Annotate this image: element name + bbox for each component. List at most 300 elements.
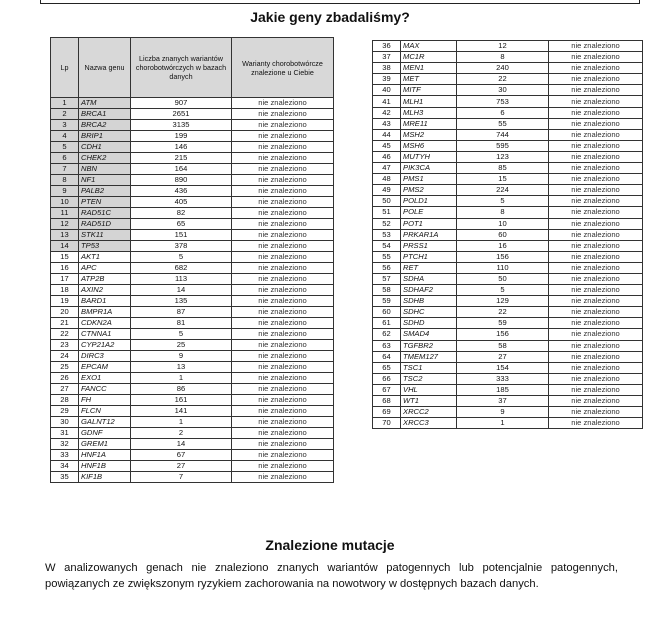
table-row (51, 153, 334, 164)
variant-count: 37 (457, 396, 549, 407)
row-lp: 41 (373, 96, 401, 107)
variant-count: 65 (131, 219, 232, 230)
table-row (373, 151, 643, 162)
gene-name: FLCN (79, 406, 131, 417)
variant-count: 129 (457, 296, 549, 307)
table-row (373, 63, 643, 74)
table-row (373, 318, 643, 329)
row-lp: 50 (373, 196, 401, 207)
variant-status: nie znaleziono (549, 418, 643, 429)
variant-count: 6 (457, 107, 549, 118)
row-lp: 14 (51, 241, 79, 252)
gene-name: CTNNA1 (79, 329, 131, 340)
variant-count: 156 (457, 251, 549, 262)
gene-name: CHEK2 (79, 153, 131, 164)
table-row (373, 52, 643, 63)
variant-count: 8 (457, 52, 549, 63)
header-gene: Nazwa genu (79, 38, 131, 98)
table-row (51, 450, 334, 461)
gene-name: VHL (401, 384, 457, 395)
row-lp: 9 (51, 186, 79, 197)
table-row (373, 196, 643, 207)
variant-count: 2651 (131, 109, 232, 120)
variant-count: 154 (457, 362, 549, 373)
row-lp: 69 (373, 407, 401, 418)
row-lp: 22 (51, 329, 79, 340)
row-lp: 47 (373, 163, 401, 174)
table-row (51, 164, 334, 175)
row-lp: 5 (51, 142, 79, 153)
table-row (51, 98, 334, 109)
variant-status: nie znaleziono (232, 98, 334, 109)
gene-name: EXO1 (79, 373, 131, 384)
variant-status: nie znaleziono (549, 384, 643, 395)
variant-count: 81 (131, 318, 232, 329)
variant-status: nie znaleziono (232, 395, 334, 406)
variant-count: 890 (131, 175, 232, 186)
variant-status: nie znaleziono (232, 296, 334, 307)
gene-name: BRCA1 (79, 109, 131, 120)
row-lp: 1 (51, 98, 79, 109)
variant-status: nie znaleziono (549, 140, 643, 151)
variant-count: 13 (131, 362, 232, 373)
variant-count: 16 (457, 240, 549, 251)
table-row (51, 439, 334, 450)
table-row (51, 307, 334, 318)
variant-status: nie znaleziono (549, 262, 643, 273)
gene-name: MAX (401, 41, 457, 52)
variant-count: 123 (457, 151, 549, 162)
variant-count: 753 (457, 96, 549, 107)
row-lp: 29 (51, 406, 79, 417)
gene-name: XRCC3 (401, 418, 457, 429)
variant-status: nie znaleziono (232, 472, 334, 483)
variant-status: nie znaleziono (549, 96, 643, 107)
table-row (373, 384, 643, 395)
row-lp: 61 (373, 318, 401, 329)
variant-count: 82 (131, 208, 232, 219)
row-lp: 51 (373, 207, 401, 218)
variant-count: 240 (457, 63, 549, 74)
gene-name: PMS2 (401, 185, 457, 196)
row-lp: 23 (51, 340, 79, 351)
row-lp: 54 (373, 240, 401, 251)
variant-status: nie znaleziono (232, 175, 334, 186)
table-row (51, 384, 334, 395)
gene-name: EPCAM (79, 362, 131, 373)
table-row (51, 219, 334, 230)
variant-count: 113 (131, 274, 232, 285)
variant-status: nie znaleziono (549, 74, 643, 85)
variant-count: 27 (131, 461, 232, 472)
variant-status: nie znaleziono (232, 351, 334, 362)
row-lp: 68 (373, 396, 401, 407)
variant-count: 58 (457, 340, 549, 351)
variant-status: nie znaleziono (549, 251, 643, 262)
table-row (51, 296, 334, 307)
gene-name: SMAD4 (401, 329, 457, 340)
variant-status: nie znaleziono (232, 230, 334, 241)
gene-name: MC1R (401, 52, 457, 63)
row-lp: 18 (51, 285, 79, 296)
variant-status: nie znaleziono (549, 407, 643, 418)
row-lp: 21 (51, 318, 79, 329)
table-row (51, 340, 334, 351)
table-row (51, 395, 334, 406)
variant-count: 135 (131, 296, 232, 307)
variant-count: 27 (457, 351, 549, 362)
gene-name: XRCC2 (401, 407, 457, 418)
row-lp: 39 (373, 74, 401, 85)
variant-status: nie znaleziono (232, 131, 334, 142)
variant-status: nie znaleziono (549, 240, 643, 251)
variant-status: nie znaleziono (549, 52, 643, 63)
gene-name: SDHAF2 (401, 285, 457, 296)
variant-status: nie znaleziono (232, 241, 334, 252)
row-lp: 62 (373, 329, 401, 340)
gene-name: PRSS1 (401, 240, 457, 251)
table-row (51, 208, 334, 219)
gene-name: BRCA2 (79, 120, 131, 131)
variant-count: 185 (457, 384, 549, 395)
variant-count: 55 (457, 118, 549, 129)
variant-count: 5 (131, 252, 232, 263)
variant-count: 2 (131, 428, 232, 439)
table-row (51, 417, 334, 428)
variant-status: nie znaleziono (549, 218, 643, 229)
gene-name: RET (401, 262, 457, 273)
page-title: Jakie geny zbadaliśmy? (250, 9, 410, 25)
variant-status: nie znaleziono (232, 197, 334, 208)
gene-name: MEN1 (401, 63, 457, 74)
row-lp: 42 (373, 107, 401, 118)
gene-name: SDHD (401, 318, 457, 329)
row-lp: 64 (373, 351, 401, 362)
gene-name: PMS1 (401, 174, 457, 185)
row-lp: 24 (51, 351, 79, 362)
gene-name: STK11 (79, 230, 131, 241)
row-lp: 2 (51, 109, 79, 120)
gene-name: MSH6 (401, 140, 457, 151)
gene-name: MUTYH (401, 151, 457, 162)
row-lp: 25 (51, 362, 79, 373)
variant-count: 14 (131, 285, 232, 296)
row-lp: 34 (51, 461, 79, 472)
row-lp: 70 (373, 418, 401, 429)
variant-status: nie znaleziono (549, 85, 643, 96)
variant-status: nie znaleziono (232, 252, 334, 263)
variant-count: 110 (457, 262, 549, 273)
row-lp: 32 (51, 439, 79, 450)
row-lp: 53 (373, 229, 401, 240)
table-row (51, 406, 334, 417)
row-lp: 27 (51, 384, 79, 395)
gene-name: NBN (79, 164, 131, 175)
variant-status: nie znaleziono (549, 273, 643, 284)
variant-status: nie znaleziono (549, 163, 643, 174)
gene-name: MSH2 (401, 129, 457, 140)
row-lp: 38 (373, 63, 401, 74)
gene-name: MLH1 (401, 96, 457, 107)
gene-name: ATM (79, 98, 131, 109)
variant-count: 30 (457, 85, 549, 96)
table-row (373, 273, 643, 284)
table-row (51, 230, 334, 241)
variant-status: nie znaleziono (549, 396, 643, 407)
variant-count: 85 (457, 163, 549, 174)
row-lp: 6 (51, 153, 79, 164)
genes-table-left (50, 37, 334, 483)
variant-status: nie znaleziono (549, 63, 643, 74)
gene-name: BARD1 (79, 296, 131, 307)
variant-status: nie znaleziono (232, 406, 334, 417)
row-lp: 17 (51, 274, 79, 285)
gene-name: RAD51D (79, 219, 131, 230)
variant-status: nie znaleziono (232, 285, 334, 296)
row-lp: 36 (373, 41, 401, 52)
gene-name: RAD51C (79, 208, 131, 219)
variant-status: nie znaleziono (232, 307, 334, 318)
gene-name: CYP21A2 (79, 340, 131, 351)
table-row (373, 373, 643, 384)
gene-name: APC (79, 263, 131, 274)
row-lp: 43 (373, 118, 401, 129)
table-row (51, 351, 334, 362)
gene-name: GALNT12 (79, 417, 131, 428)
variant-status: nie znaleziono (232, 274, 334, 285)
variant-count: 164 (131, 164, 232, 175)
gene-name: PALB2 (79, 186, 131, 197)
table-row (373, 140, 643, 151)
variant-count: 151 (131, 230, 232, 241)
table-row (373, 351, 643, 362)
table-row (51, 362, 334, 373)
header-variants: Warianty chorobotwórcze znalezione u Ciebie (232, 38, 334, 98)
gene-name: CDKN2A (79, 318, 131, 329)
variant-count: 50 (457, 273, 549, 284)
gene-name: FANCC (79, 384, 131, 395)
variant-count: 14 (131, 439, 232, 450)
row-lp: 10 (51, 197, 79, 208)
gene-name: TSC1 (401, 362, 457, 373)
variant-status: nie znaleziono (549, 118, 643, 129)
genes-table-right (372, 40, 643, 429)
table-row (373, 118, 643, 129)
variant-status: nie znaleziono (232, 164, 334, 175)
variant-count: 3135 (131, 120, 232, 131)
variant-status: nie znaleziono (232, 439, 334, 450)
variant-count: 9 (457, 407, 549, 418)
row-lp: 55 (373, 251, 401, 262)
table-row (373, 85, 643, 96)
table-row (51, 120, 334, 131)
table-row (373, 240, 643, 251)
table-row (51, 373, 334, 384)
table-row (373, 207, 643, 218)
row-lp: 52 (373, 218, 401, 229)
variant-count: 224 (457, 185, 549, 196)
variant-status: nie znaleziono (232, 219, 334, 230)
gene-name: SDHA (401, 273, 457, 284)
table-row (373, 185, 643, 196)
variant-status: nie znaleziono (549, 196, 643, 207)
table-header-row (51, 38, 334, 98)
variant-count: 5 (131, 329, 232, 340)
variant-status: nie znaleziono (549, 318, 643, 329)
gene-name: AXIN2 (79, 285, 131, 296)
variant-status: nie znaleziono (232, 329, 334, 340)
row-lp: 66 (373, 373, 401, 384)
result-paragraph: W analizowanych genach nie znaleziono znanych wariantów patogennych lub potencjalnie patogennych, powiązanych ze zwiększonym ryzykiem zachorowania na nowotwory w dostępnych bazach danych. (45, 562, 618, 590)
table-row (51, 142, 334, 153)
variant-status: nie znaleziono (549, 107, 643, 118)
variant-status: nie znaleziono (549, 296, 643, 307)
gene-name: POT1 (401, 218, 457, 229)
variant-status: nie znaleziono (549, 351, 643, 362)
table-row (51, 241, 334, 252)
gene-name: CDH1 (79, 142, 131, 153)
gene-name: TSC2 (401, 373, 457, 384)
table-row (51, 461, 334, 472)
gene-name: PTEN (79, 197, 131, 208)
variant-count: 67 (131, 450, 232, 461)
table-row (51, 472, 334, 483)
gene-name: FH (79, 395, 131, 406)
top-frame (40, 0, 640, 4)
gene-name: NF1 (79, 175, 131, 186)
variant-status: nie znaleziono (549, 41, 643, 52)
table-row (51, 175, 334, 186)
variant-count: 161 (131, 395, 232, 406)
variant-count: 59 (457, 318, 549, 329)
variant-status: nie znaleziono (232, 263, 334, 274)
row-lp: 19 (51, 296, 79, 307)
variant-count: 5 (457, 285, 549, 296)
variant-status: nie znaleziono (549, 174, 643, 185)
row-lp: 45 (373, 140, 401, 151)
variant-count: 87 (131, 307, 232, 318)
table-row (373, 296, 643, 307)
gene-name: BMPR1A (79, 307, 131, 318)
variant-status: nie znaleziono (549, 129, 643, 140)
gene-name: SDHB (401, 296, 457, 307)
table-row (51, 274, 334, 285)
variant-count: 436 (131, 186, 232, 197)
gene-name: MLH3 (401, 107, 457, 118)
table-row (373, 407, 643, 418)
row-lp: 59 (373, 296, 401, 307)
gene-name: MET (401, 74, 457, 85)
gene-name: PRKAR1A (401, 229, 457, 240)
variant-status: nie znaleziono (232, 428, 334, 439)
table-row (373, 262, 643, 273)
row-lp: 49 (373, 185, 401, 196)
row-lp: 48 (373, 174, 401, 185)
table-row (373, 251, 643, 262)
table-row (51, 263, 334, 274)
gene-name: GREM1 (79, 439, 131, 450)
table-row (373, 229, 643, 240)
variant-count: 60 (457, 229, 549, 240)
variant-status: nie znaleziono (232, 142, 334, 153)
table-row (373, 396, 643, 407)
gene-name: KIF1B (79, 472, 131, 483)
variant-status: nie znaleziono (232, 362, 334, 373)
variant-status: nie znaleziono (232, 186, 334, 197)
gene-name: TMEM127 (401, 351, 457, 362)
variant-status: nie znaleziono (549, 185, 643, 196)
row-lp: 40 (373, 85, 401, 96)
row-lp: 58 (373, 285, 401, 296)
variant-count: 215 (131, 153, 232, 164)
variant-count: 8 (457, 207, 549, 218)
variant-status: nie znaleziono (232, 153, 334, 164)
variant-status: nie znaleziono (549, 207, 643, 218)
row-lp: 65 (373, 362, 401, 373)
gene-name: HNF1A (79, 450, 131, 461)
table-row (373, 329, 643, 340)
variant-count: 333 (457, 373, 549, 384)
variant-count: 595 (457, 140, 549, 151)
variant-count: 25 (131, 340, 232, 351)
variant-status: nie znaleziono (549, 373, 643, 384)
table-row (51, 186, 334, 197)
variant-status: nie znaleziono (232, 109, 334, 120)
variant-status: nie znaleziono (232, 340, 334, 351)
variant-status: nie znaleziono (232, 373, 334, 384)
variant-status: nie znaleziono (232, 461, 334, 472)
variant-status: nie znaleziono (232, 417, 334, 428)
variant-count: 86 (131, 384, 232, 395)
variant-status: nie znaleziono (232, 318, 334, 329)
variant-status: nie znaleziono (549, 285, 643, 296)
gene-name: TGFBR2 (401, 340, 457, 351)
gene-name: PTCH1 (401, 251, 457, 262)
variant-count: 682 (131, 263, 232, 274)
variant-status: nie znaleziono (232, 208, 334, 219)
variant-count: 15 (457, 174, 549, 185)
table-row (51, 197, 334, 208)
gene-name: AKT1 (79, 252, 131, 263)
row-lp: 35 (51, 472, 79, 483)
row-lp: 26 (51, 373, 79, 384)
gene-name: SDHC (401, 307, 457, 318)
variant-status: nie znaleziono (549, 229, 643, 240)
variant-count: 1 (131, 417, 232, 428)
variant-status: nie znaleziono (549, 329, 643, 340)
variant-count: 156 (457, 329, 549, 340)
header-count: Liczba znanych wariantów chorobotwórczych w bazach danych (131, 38, 232, 98)
variant-count: 744 (457, 129, 549, 140)
row-lp: 7 (51, 164, 79, 175)
variant-status: nie znaleziono (549, 151, 643, 162)
gene-name: TP53 (79, 241, 131, 252)
table-row (373, 41, 643, 52)
gene-name: WT1 (401, 396, 457, 407)
gene-name: BRIP1 (79, 131, 131, 142)
row-lp: 11 (51, 208, 79, 219)
table-row (373, 74, 643, 85)
gene-name: POLE (401, 207, 457, 218)
table-row (51, 329, 334, 340)
gene-name: POLD1 (401, 196, 457, 207)
variant-count: 405 (131, 197, 232, 208)
row-lp: 31 (51, 428, 79, 439)
row-lp: 8 (51, 175, 79, 186)
row-lp: 33 (51, 450, 79, 461)
row-lp: 3 (51, 120, 79, 131)
table-row (373, 163, 643, 174)
